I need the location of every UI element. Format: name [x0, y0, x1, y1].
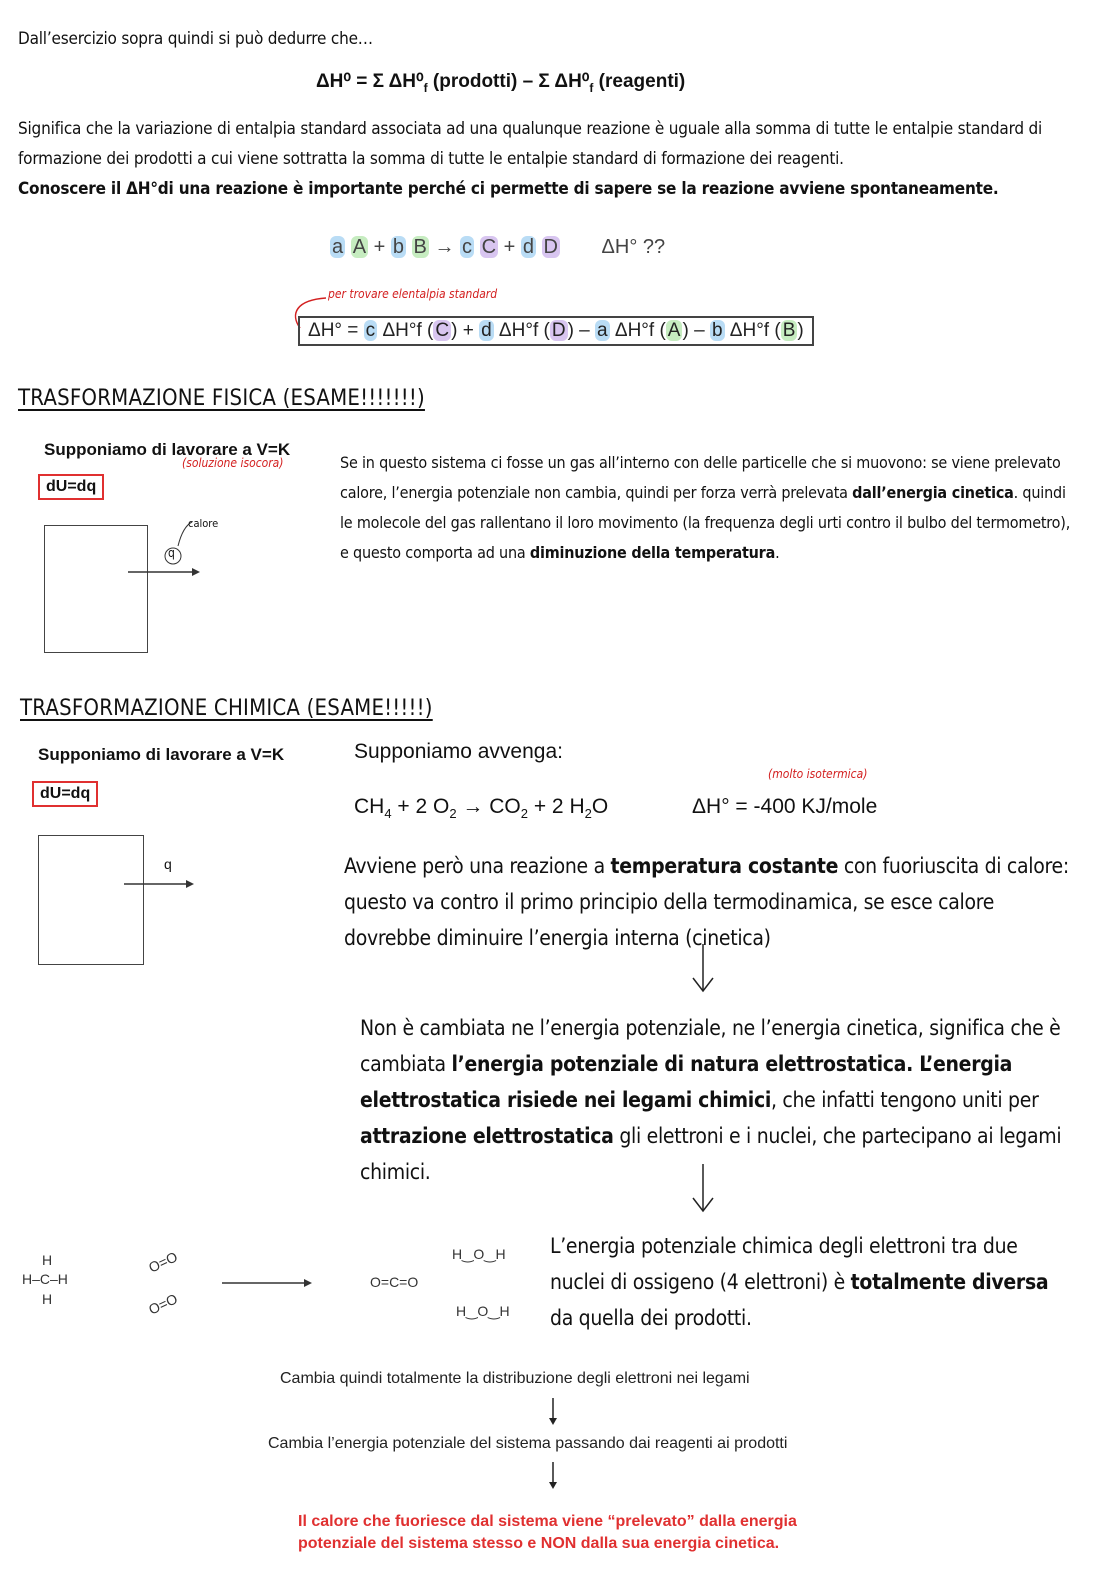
- coef-b: b: [392, 236, 404, 258]
- methane-h-bottom: H: [42, 1291, 53, 1307]
- summary-line-2: Cambia l’energia potenziale del sistema passando dai reagenti ai prodotti: [268, 1435, 788, 1452]
- heat-flow-arrow-icon: [126, 510, 236, 590]
- heat-q-symbol: q: [168, 546, 175, 560]
- text-part: .: [775, 543, 780, 562]
- coef-b: b: [711, 320, 723, 341]
- du-dq-box: dU=dq: [32, 781, 98, 807]
- heat-q-symbol: q: [164, 856, 172, 872]
- methane-h-top: H: [42, 1252, 53, 1268]
- down-arrow-icon: [545, 1462, 561, 1490]
- formula-sub: 4: [384, 806, 392, 822]
- oxygen-molecule: O=O: [146, 1290, 180, 1318]
- section2-text3: [550, 1228, 1070, 1336]
- annotation-isotermica: (molto isotermica): [768, 767, 868, 781]
- species-D: D: [551, 320, 566, 341]
- text-bold: attrazione elettrostatica: [360, 1124, 614, 1148]
- formula-part: ΔH°f (: [609, 320, 666, 341]
- section2-text2: [360, 1010, 1090, 1190]
- formula-part: ΔH° =: [308, 320, 364, 341]
- species-C: C: [435, 320, 450, 341]
- reaction-arrow: →: [456, 795, 490, 818]
- text-part: Avviene però una reazione a: [344, 854, 611, 878]
- methane-molecule: H–C–H: [22, 1271, 68, 1287]
- coef-a: a: [332, 236, 344, 258]
- formula-sub: f: [423, 80, 428, 95]
- section1-text: [340, 448, 1080, 568]
- formula-part: (reagenti): [593, 71, 686, 92]
- coef-a: a: [597, 320, 608, 341]
- formula-part: ) +: [451, 320, 480, 341]
- formula-part: ΔH°f (: [493, 320, 550, 341]
- species-C: C: [481, 236, 497, 258]
- coef-c: c: [365, 320, 376, 341]
- down-arrow-icon: [545, 1398, 561, 1426]
- co2-molecule: O=C=O: [370, 1274, 419, 1290]
- reaction-arrow-icon: [222, 1276, 314, 1290]
- formula-part: O: [591, 795, 609, 818]
- text-bold: l’energia potenziale di natura elettrostatica. L’energia elettrostatica risiede nei legami chimici: [360, 1052, 1013, 1112]
- oxygen-molecule: O=O: [146, 1248, 180, 1276]
- text-bold: dall’energia cinetica: [852, 483, 1014, 502]
- formula-sub: 2: [584, 806, 592, 822]
- text-part: Se in questo sistema ci fosse un gas all’interno con delle particelle che si muovono: se viene prelevato calore, l’energia potenziale non cambia, quindi per forza verrà prelevata: [340, 453, 1061, 502]
- reaction-arrow: →: [434, 236, 455, 258]
- formula-part: + 2 H: [528, 795, 585, 818]
- plus-sign: +: [373, 236, 386, 258]
- formula-part: ) –: [567, 320, 596, 341]
- text-part: gli elettroni e i nuclei, che partecipano ai legami chimici.: [360, 1124, 1062, 1184]
- conclusion-line: potenziale del sistema stesso e NON dalla sua energia cinetica.: [298, 1535, 780, 1552]
- suppose-label: Supponiamo di lavorare a V=K: [44, 440, 291, 459]
- main-formula: [316, 70, 685, 95]
- paragraph-importance: Conoscere il ΔH°di una reazione è importante perché ci permette di sapere se la reazione avviene spontaneamente.: [18, 179, 999, 199]
- system-container-box: [38, 835, 144, 965]
- formula-sub: 2: [449, 806, 457, 822]
- du-dq-box: dU=dq: [38, 474, 104, 500]
- summary-line-1: Cambia quindi totalmente la distribuzione degli elettroni nei legami: [280, 1370, 750, 1387]
- delta-h-formula-box: [298, 316, 814, 346]
- species-D: D: [543, 236, 558, 258]
- heat-label: calore: [188, 517, 219, 530]
- heat-flow-arrow-icon: [124, 874, 204, 894]
- formula-part: (prodotti) – Σ ΔH⁰: [427, 71, 590, 92]
- section2-text1: [344, 848, 1074, 956]
- text-part: con fuoriuscita di calore: questo va contro il primo principio della termodinamica, se esce calore dovrebbe diminuire l’energia interna (cinetica): [344, 854, 1069, 950]
- plus-sign: +: [503, 236, 516, 258]
- annotation-isocora: (soluzione isocora): [182, 456, 284, 470]
- formula-part: ΔH°f (: [724, 320, 781, 341]
- suppose-label: Supponiamo di lavorare a V=K: [38, 745, 285, 764]
- paragraph-entalpia: Significa che la variazione di entalpia standard associata ad una qualunque reazione è uguale alla somma di tutte le entalpie standard di formazione dei prodotti a cui viene sottratta la somma di tutte le entalpie standard di formazione dei reagenti.: [18, 119, 1043, 169]
- down-arrow-icon: [690, 944, 716, 994]
- intro-text: Dall’esercizio sopra quindi si può dedurre che…: [18, 29, 373, 49]
- coef-d: d: [522, 236, 534, 258]
- text-part: . quindi le molecole del gas rallentano il loro movimento (la frequenza degli urti contro il bulbo del termometro), e questo comporta ad una: [340, 483, 1071, 562]
- section-title-chimica: TRASFORMAZIONE CHIMICA (ESAME!!!!!): [20, 696, 433, 721]
- methane-combustion-reaction: [354, 795, 608, 821]
- text-bold: totalmente diversa: [850, 1270, 1049, 1294]
- section-title-fisica: TRASFORMAZIONE FISICA (ESAME!!!!!!!): [18, 386, 425, 411]
- formula-part: ) –: [682, 320, 710, 341]
- conclusion-line: Il calore che fuoriesce dal sistema viene “prelevato” dalla energia: [298, 1513, 797, 1530]
- text-bold: temperatura costante: [610, 854, 839, 878]
- species-B: B: [413, 236, 427, 258]
- coef-d: d: [481, 320, 492, 341]
- formula-sub: f: [589, 80, 594, 95]
- coef-c: c: [462, 236, 472, 258]
- formula-part: ΔH⁰ = Σ ΔH⁰: [316, 71, 424, 92]
- suppose-avvenga: Supponiamo avvenga:: [354, 740, 563, 763]
- down-arrow-icon: [690, 1164, 716, 1214]
- summary-conclusion: [298, 1511, 797, 1555]
- formula-part: CO: [489, 795, 521, 818]
- formula-part: CH: [354, 795, 385, 818]
- formula-part: ): [797, 320, 804, 341]
- species-A: A: [352, 236, 367, 258]
- species-A: A: [667, 320, 681, 341]
- generic-reaction: [330, 236, 665, 259]
- text-part: , che infatti tengono uniti per: [771, 1088, 1039, 1112]
- text-part: Non è cambiata ne l’energia potenziale, ne l’energia cinetica, significa che è cambiata: [360, 1016, 1061, 1076]
- annotation-entalpia: per trovare elentalpia standard: [328, 287, 498, 301]
- formula-sub: 2: [520, 806, 528, 822]
- species-B: B: [782, 320, 796, 341]
- text-bold: diminuzione della temperatura: [529, 543, 776, 562]
- delta-h-unknown: ΔH° ??: [601, 236, 666, 258]
- delta-h-value: ΔH° = -400 KJ/mole: [692, 795, 878, 818]
- formula-part: ΔH°f (: [377, 320, 434, 341]
- text-part: L’energia potenziale chimica degli elettroni tra due nuclei di ossigeno (4 elettroni) è: [550, 1234, 1018, 1294]
- water-molecule: H‿O‿H: [456, 1303, 510, 1319]
- formula-part: + 2 O: [391, 795, 450, 818]
- text-part: da quella dei prodotti.: [550, 1306, 752, 1330]
- water-molecule: H‿O‿H: [452, 1246, 506, 1262]
